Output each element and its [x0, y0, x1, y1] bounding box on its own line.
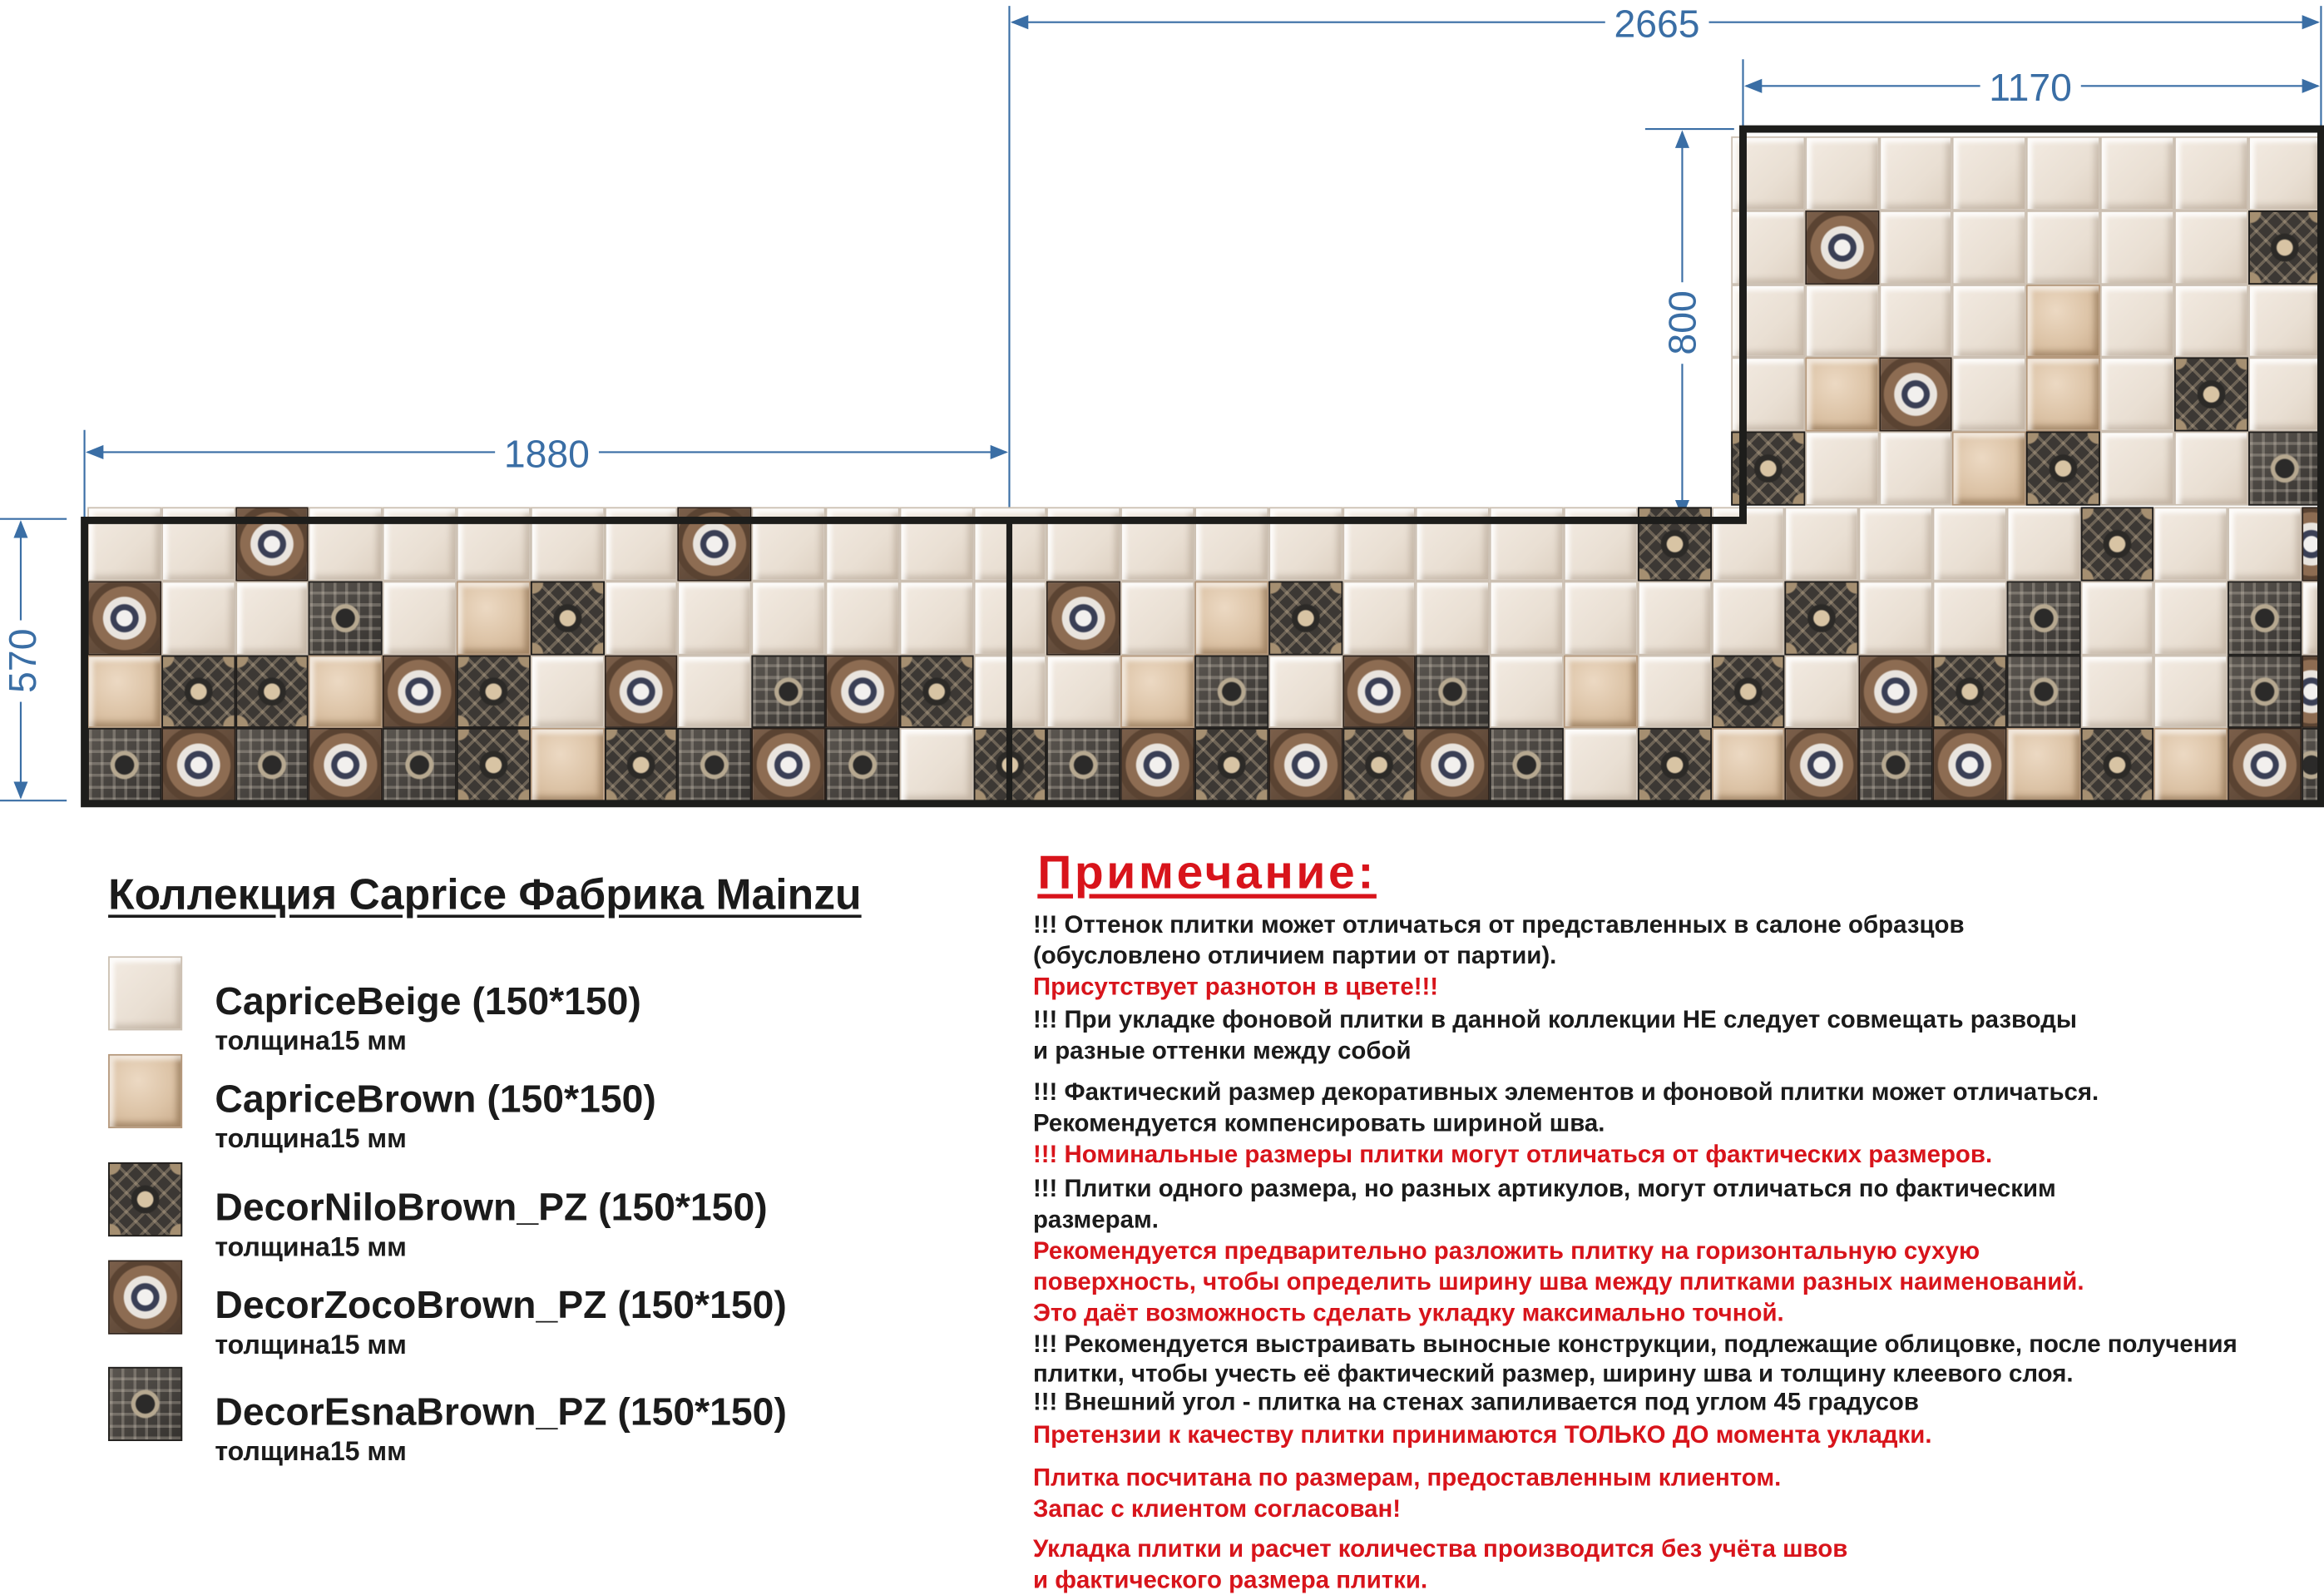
legend-swatch-zoco [108, 1261, 182, 1335]
note-line: !!! Плитки одного размера, но разных артикулов, могут отличаться по фактическим [1032, 1176, 2056, 1203]
dim-1880-label: 1880 [495, 433, 598, 474]
note-line: Присутствует разнотон в цвете!!! [1032, 973, 1439, 1001]
legend-label-esna: DecorEsnaBrown_PZ (150*150) [215, 1389, 787, 1434]
legend-swatch-nilo [108, 1162, 182, 1236]
note-line: Это даёт возможность сделать укладку максимально точной. [1032, 1300, 1784, 1327]
note-line: и разные оттенки между собой [1032, 1038, 1412, 1065]
note-line: (обусловлено отличием партии от партии). [1032, 943, 1557, 970]
legend-swatch-brown [108, 1054, 182, 1128]
note-line: Претензии к качеству плитки принимаются ТОЛЬКО ДО момента укладки. [1032, 1421, 1932, 1449]
notes-title: Примечание: [1037, 845, 1377, 899]
legend-swatch-beige [108, 956, 182, 1030]
dim-2665-label: 2665 [1605, 3, 1708, 45]
legend-thickness-zoco: толщина15 мм [215, 1330, 407, 1360]
note-line: !!! Фактический размер декоративных элементов и фоновой плитки может отличаться. [1032, 1079, 2099, 1107]
note-line: поверхность, чтобы определить ширину шва между плитками разных наименований. [1032, 1269, 2084, 1296]
legend-thickness-brown: толщина15 мм [215, 1123, 407, 1154]
legend-label-zoco: DecorZocoBrown_PZ (150*150) [215, 1282, 787, 1327]
note-line: !!! Оттенок плитки может отличаться от представленных в салоне образцов [1032, 911, 1965, 939]
note-line: !!! Номинальные размеры плитки могут отличаться от фактических размеров. [1032, 1142, 1993, 1169]
note-line: Рекомендуется предварительно разложить плитку на горизонтальную сухую [1032, 1237, 1980, 1265]
legend-label-nilo: DecorNiloBrown_PZ (150*150) [215, 1184, 768, 1230]
note-line: и фактического размера плитки. [1032, 1567, 1428, 1594]
note-line: Плитка посчитана по размерам, предоставленным клиентом. [1032, 1464, 1782, 1492]
dim-570-label: 570 [2, 620, 43, 702]
note-line: размерам. [1032, 1206, 1159, 1234]
note-line: плитки, чтобы учесть её фактический размер, ширину шва и толщину клеевого слоя. [1032, 1360, 2074, 1388]
legend-label-beige: CapriceBeige (150*150) [215, 978, 641, 1023]
note-line: Рекомендуется компенсировать шириной шва. [1032, 1110, 1605, 1137]
collection-title: Коллекция Caprice Фабрика Mainzu [108, 871, 862, 919]
legend-thickness-beige: толщина15 мм [215, 1026, 407, 1056]
dim-800-label: 800 [1661, 282, 1703, 364]
legend-thickness-nilo: толщина15 мм [215, 1231, 407, 1262]
note-line: !!! При укладке фоновой плитки в данной коллекции НЕ следует совмещать разводы [1032, 1006, 2078, 1033]
legend-label-brown: CapriceBrown (150*150) [215, 1076, 656, 1122]
note-line: !!! Рекомендуется выстраивать выносные конструкции, подлежащие облицовке, после получения [1032, 1331, 2237, 1359]
dim-1170-label: 1170 [1980, 67, 2081, 108]
note-line: Запас с клиентом согласован! [1032, 1495, 1402, 1523]
note-line: !!! Внешний угол - плитка на стенах запиливается под углом 45 градусов [1032, 1389, 1919, 1416]
note-line: Укладка плитки и расчет количества производится без учёта швов [1032, 1536, 1848, 1563]
legend-thickness-esna: толщина15 мм [215, 1436, 407, 1467]
legend-swatch-esna [108, 1367, 182, 1441]
